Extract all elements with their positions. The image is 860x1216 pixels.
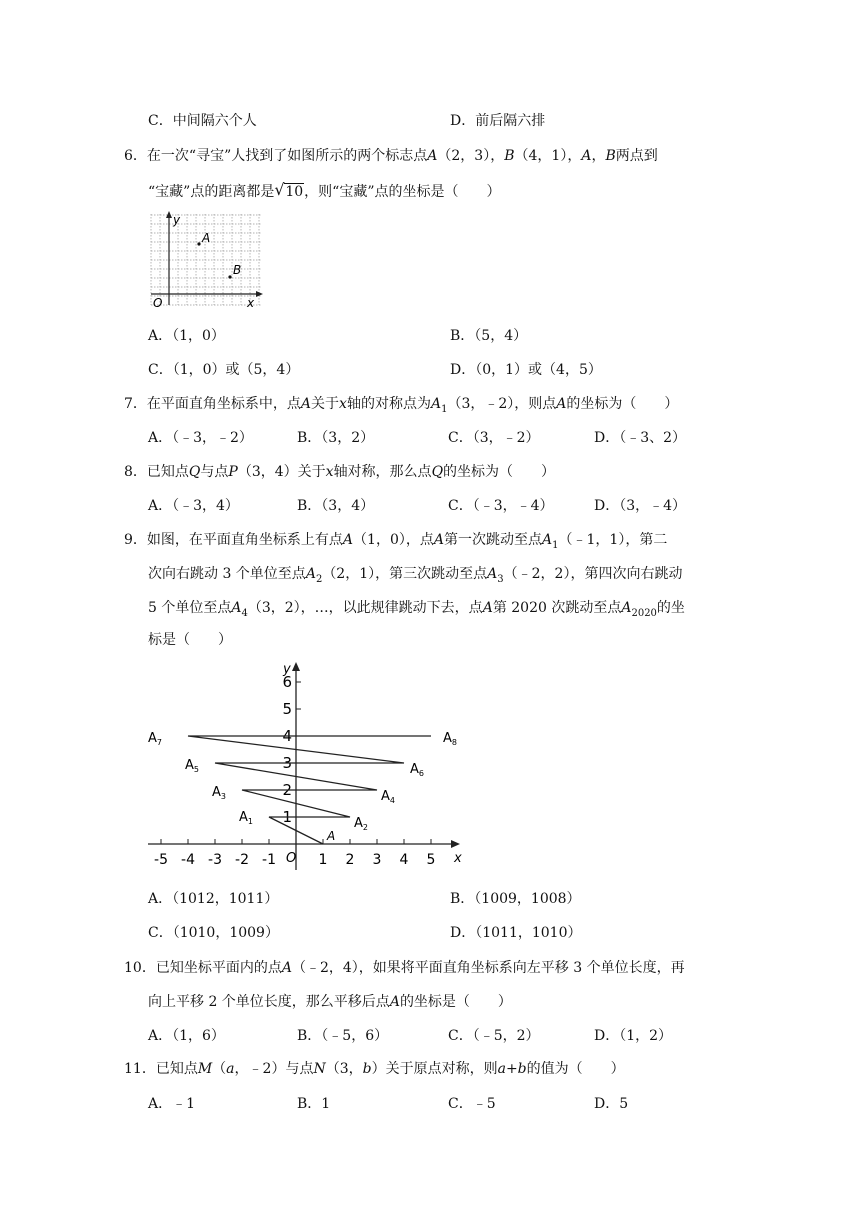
q11-var: a+b [497,1061,527,1077]
q8-option-d: D．（3，﹣4） [594,498,687,514]
q11-text: （ [212,1061,227,1077]
q11-var: a [226,1061,235,1077]
point-label-subscript: 7 [156,738,162,747]
q9-text: 5 个单位至点 [148,600,232,616]
q9-text: （3，2），…，以此规律跳动下去，点 [247,600,483,616]
q11-text: ）关于原点对称，则 [371,1061,498,1077]
q7-text: 轴的对称点为 [346,396,431,412]
x-tick-label: 1 [318,852,328,868]
q6-var: A [427,148,438,164]
y-axis-arrow [166,211,172,218]
point-label-subscript: 8 [451,738,457,747]
q9-subscript: 4 [241,607,248,619]
q9-option-a: A．（1012，1011） [148,891,279,907]
q9-text: （1，0），点 [353,532,434,548]
q9-option-d: D．（1011，1010） [450,925,582,941]
q7-stem [124,394,678,420]
q10-var: A [281,960,292,976]
y-tick-label: 2 [282,781,292,799]
q11-text: ，﹣2）与点 [234,1061,314,1077]
q9-text: 的坐 [656,600,685,616]
q8-number: 8． [124,464,147,480]
q6-text: 在一次“寻宝”人找到了如图所示的两个标志点 [146,148,428,164]
q8-var: x [325,464,334,480]
q6-number: 6． [124,148,147,164]
q8-option-c: C．（﹣3，﹣4） [448,498,554,514]
q10-stem-line1 [124,958,685,978]
q10-option-d: D．（1，2） [594,1028,673,1044]
point-a-label: A [202,231,211,245]
q9-text: 如图，在平面直角坐标系上有点 [146,532,343,548]
q9-text: （﹣1，1），第二 [558,532,668,548]
q8-var: Q [188,464,201,480]
point-a-label: A [327,829,336,843]
point-label-a5: $A_5$ [185,758,199,774]
jump-path [188,736,431,844]
y-tick-label: 3 [282,754,292,772]
q9-option-b: B．（1009，1008） [450,891,581,907]
point-a-dot [197,242,200,245]
q7-option-b: B．（3，2） [297,430,375,446]
q11-text: 的值为（ ） [526,1061,625,1077]
point-label-subscript: 1 [247,817,253,826]
q11-text: 已知点 [155,1061,198,1077]
q9-var: A [482,600,493,616]
q7-var: x [339,396,347,412]
q7-number: 7． [124,396,147,412]
point-label-a7: $A_7$ [148,731,162,747]
q8-stem [124,462,555,482]
x-axis-label: x [454,851,462,866]
q9-var: A [542,532,553,548]
point-label-subscript: 3 [220,792,226,801]
q11-var: b [362,1061,372,1077]
q9-subscript: 3 [497,573,504,585]
q10-text: 已知坐标平面内的点 [155,960,282,976]
point-label-a2: $A_2$ [354,816,368,832]
q8-text: 与点 [200,464,229,480]
q8-text: （3，4）关于 [237,464,326,480]
origin-label: O [286,851,297,866]
q10-stem-line2 [148,992,512,1012]
x-tick-label: -3 [208,852,222,868]
x-tick-label: 4 [399,852,409,868]
x-tick-label: -4 [181,852,195,868]
x-tick-label: 5 [426,852,436,868]
q9-stem-line3 [148,598,685,624]
q11-option-a: A．﹣1 [148,1096,196,1112]
point-label-subscript: 6 [418,769,424,778]
q9-subscript: 1 [552,539,559,551]
q11-option-d: D．5 [594,1096,629,1112]
q8-option-a: A．（﹣3，4） [148,498,239,514]
q9-var: A [487,566,498,582]
q10-text: 的坐标是（ ） [399,994,512,1010]
q11-text: （3， [325,1061,363,1077]
q9-stem-line2 [148,564,682,590]
q5-option-c: C．中间隔六个人 [148,113,257,129]
q9-var: A [305,566,316,582]
q9-subscript: 2020 [631,607,657,619]
q6-text: （4，1）， [514,148,582,164]
q11-var: N [313,1061,326,1077]
q9-var: A [231,600,242,616]
q9-var: A [342,532,354,548]
q6-grid-figure [149,211,264,311]
q11-number: 11． [124,1061,156,1077]
q9-text: 次向右跳动 3 个单位至点 [148,566,306,582]
q6-option-a: A．（1，0） [148,328,225,344]
q6-option-b: B．（5，4） [450,328,528,344]
q5-option-d: D．前后隔六排 [450,113,546,129]
x-tick-label: 2 [345,852,355,868]
point-label-a3: $A_3$ [212,785,226,801]
q10-var: A [389,994,400,1010]
y-axis-label: y [173,213,181,227]
q7-var: A [300,396,312,412]
sqrt-symbol: √ 10 [274,180,304,200]
x-tick-label: -5 [154,852,168,868]
q10-option-b: B．（﹣5，6） [297,1028,389,1044]
q9-stem-line4: 标是（ ） [148,632,232,648]
q6-text: ，则“宝藏”点的坐标是（ ） [304,184,501,200]
q10-text: （﹣2，4），如果将平面直角坐标系向左平移 3 个单位长度，再 [291,960,685,976]
x-axis-arrow [451,840,460,848]
q8-var: Q [431,464,444,480]
x-tick-label: 3 [372,852,382,868]
point-label-subscript: 4 [389,796,395,805]
q11-var: M [197,1061,213,1077]
q9-option-c: C．（1010，1009） [148,925,279,941]
q9-text: （2，1），第三次跳动至点 [322,566,488,582]
q7-text: （3，﹣2），则点 [447,396,557,412]
x-tick-label: -1 [262,852,276,868]
q6-option-c: C．（1，0）或（5，4） [148,362,300,378]
q10-number: 10． [124,960,156,976]
q9-text: 第一次跳动至点 [444,532,542,548]
q7-option-a: A．（﹣3，﹣2） [148,430,253,446]
q7-var: A [556,396,567,412]
q7-var: A [430,396,442,412]
q6-option-d: D．（0，1）或（4，5） [450,362,602,378]
q11-option-c: C．﹣5 [448,1096,496,1112]
q7-option-d: D．（﹣3、2） [594,430,687,446]
q8-text: 的坐标为（ ） [443,464,556,480]
q6-var: B [504,148,515,164]
q11-option-b: B．1 [297,1096,331,1112]
q6-text: （2，3）， [437,148,505,164]
q8-text: 已知点 [146,464,189,480]
q6-radicand: 10 [285,184,304,200]
q8-var: P [228,464,238,480]
q8-text: 轴对称，那么点 [333,464,432,480]
q10-text: 向上平移 2 个单位长度，那么平移后点 [148,994,390,1010]
q10-option-a: A．（1，6） [148,1028,225,1044]
point-b-label: B [233,263,242,277]
q7-subscript: 1 [441,403,448,415]
q8-option-b: B．（3，4） [297,498,375,514]
q9-jump-figure [146,658,466,874]
x-axis-label: x [247,296,255,310]
q7-text: 的坐标为（ ） [566,396,679,412]
y-tick-label: 1 [282,808,292,826]
q6-text: 两点到 [615,148,658,164]
origin-label: O [153,296,163,310]
point-label-a4: $A_4$ [381,789,395,805]
y-axis-label: y [283,662,291,677]
q7-text: 在平面直角坐标系中，点 [146,396,301,412]
q9-number: 9． [124,532,147,548]
point-label-subscript: 5 [193,765,199,774]
y-tick-label: 5 [282,700,292,718]
q9-subscript: 2 [315,573,323,585]
q6-var: A [581,148,592,164]
q9-text: （﹣2，2），第四次向右跳动 [503,566,683,582]
y-axis-arrow [292,662,300,671]
q7-text: 关于 [311,396,340,412]
q9-var: A [621,600,632,616]
q10-option-c: C．（﹣5，2） [448,1028,540,1044]
q6-grid [151,214,261,305]
point-label-subscript: 2 [362,823,368,832]
q9-var: A [433,532,444,548]
point-b-dot [228,275,231,278]
q6-stem-line2 [148,182,500,202]
point-label-a6: $A_6$ [410,762,424,778]
q6-stem-line1 [124,146,658,166]
point-label-a8: $A_8$ [443,731,457,747]
q11-stem [124,1059,625,1079]
q6-text: ， [591,148,606,164]
y-tick-label: 6 [282,673,292,691]
q6-var: B [605,148,616,164]
q9-stem-line1 [124,530,667,556]
q7-option-c: C．（3，﹣2） [448,430,540,446]
x-tick-label: -2 [235,852,249,868]
q6-text: “宝藏”点的距离都是 [148,184,275,200]
point-label-a1: $A_1$ [239,810,253,826]
q9-text: 第 2020 次跳动至点 [492,600,622,616]
y-tick-label: 4 [282,727,292,745]
